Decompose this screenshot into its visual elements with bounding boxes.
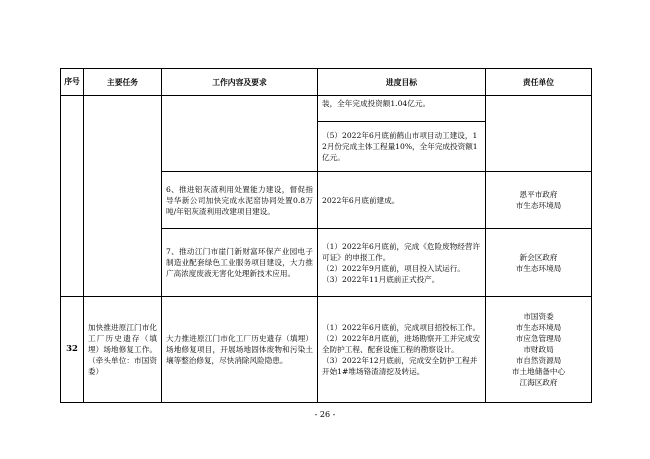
- header-row: [61, 69, 592, 96]
- progress-line: （3）2022年11月底前正式投产。: [322, 274, 440, 284]
- row-progress: [318, 297, 486, 403]
- row-unit: [486, 96, 592, 172]
- page-number: - 26 -: [314, 410, 336, 419]
- row-progress: [318, 172, 486, 229]
- header-progress: 进度目标: [318, 69, 486, 96]
- row-content: 6、推进铝灰渣利用处置能力建设，督促指导华新公司加快完成水泥窑协同处置0.8万吨/年铝灰渣利用改建项目建设。: [162, 172, 318, 229]
- row-seq: 32: [61, 297, 84, 403]
- unit-line: 市土地储备中心: [511, 367, 566, 376]
- unit-line: 市生态环境局: [515, 201, 562, 210]
- progress-line: （1）2022年6月底前，完成《危险废物经营许可证》的申报工作。: [322, 241, 481, 262]
- unit-line: 市国资委: [523, 312, 554, 321]
- progress-line: 2022年6月底前建成。: [322, 195, 400, 205]
- progress-line: 装，全年完成投资额1.04亿元。: [322, 99, 431, 108]
- header-task: 主要任务: [84, 69, 162, 96]
- header-content: 工作内容及要求: [162, 69, 318, 96]
- row-unit: [486, 229, 592, 297]
- row-content: 大力推进原江门市化工厂历史遗存（填埋）场地修复项目，开展场地固体废物和污染土壤等整治修复，尽快消除风险隐患。: [162, 297, 318, 403]
- row-unit: [486, 297, 592, 403]
- table-row: [61, 297, 592, 403]
- row-task: [84, 96, 162, 297]
- row-content: 7、推动江门市崖门新财富环保产业园电子制造业配套绿色工业服务项目建设，大力推广高浓度废液无害化处理新技术应用。: [162, 229, 318, 297]
- unit-line: 江海区政府: [519, 378, 558, 387]
- progress-line: （2）2022年9月底前，项目投入试运行。: [322, 263, 465, 273]
- progress-line: （2）2022年8月底前，进场勘察开工并完成安全防护工程、配套设施工程的勘察设计。: [322, 334, 481, 354]
- progress-line: （3）2022年12月底前，完成安全防护工程并开始1#堆场铬渣清挖及转运。: [322, 356, 478, 376]
- unit-line: 新会区政府: [519, 252, 558, 262]
- unit-line: 市生态环境局: [515, 263, 562, 273]
- task-table: [60, 68, 592, 403]
- unit-line: 市应急管理局: [515, 334, 562, 343]
- table-row: [61, 96, 592, 122]
- row-task: 加快推进原江门市化工厂历史遗存（填埋）场地修复工作。（牵头单位：市国资委）: [84, 297, 162, 403]
- progress-line: （5）2022年6月底前鹤山市项目动工建设，12月份完成主体工程量10%，全年完成投资额1亿元。: [322, 131, 478, 162]
- row-unit: [486, 172, 592, 229]
- header-seq: 序号: [61, 69, 84, 96]
- unit-line: 市生态环境局: [515, 323, 562, 332]
- unit-line: 市自然资源局: [515, 356, 562, 365]
- row-progress: [318, 229, 486, 297]
- row-seq: [61, 96, 84, 297]
- header-unit: 责任单位: [486, 69, 592, 96]
- row-progress: [318, 122, 486, 172]
- row-content: [162, 96, 318, 172]
- row-progress: [318, 96, 486, 122]
- progress-line: （1）2022年6月底前，完成项目招投标工作。: [322, 323, 481, 332]
- unit-line: 市财政局: [523, 345, 554, 354]
- unit-line: 恩平市政府: [519, 190, 558, 199]
